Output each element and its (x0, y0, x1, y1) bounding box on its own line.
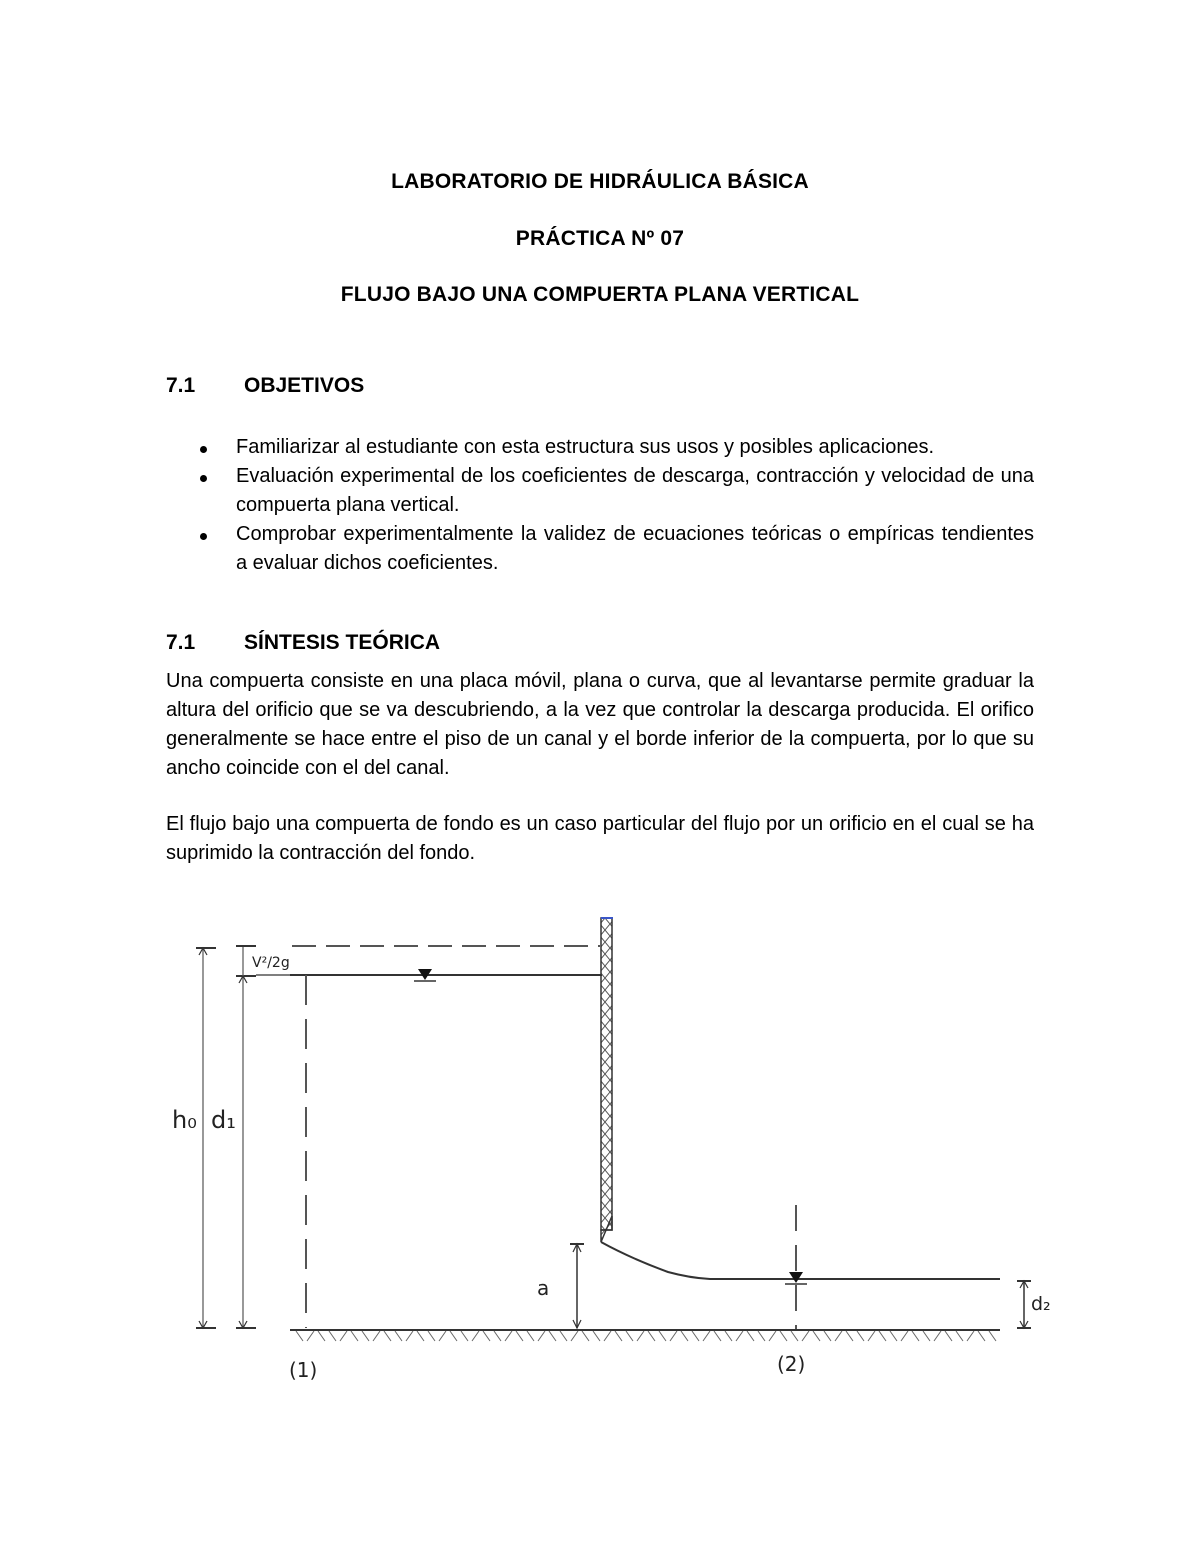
bed-hatch-stroke (417, 1331, 424, 1341)
bed-hatch-stroke (934, 1331, 941, 1341)
bed-hatch-stroke (582, 1331, 589, 1341)
bed-hatch-stroke (758, 1331, 765, 1341)
bed-hatch-stroke (978, 1331, 985, 1341)
practice-number: PRÁCTICA Nº 07 (515, 227, 685, 250)
bed-hatch-stroke (494, 1331, 501, 1341)
velocity-head-label: V²/2g (252, 955, 290, 971)
bed-hatch-stroke (483, 1331, 490, 1341)
bed-hatch-stroke (736, 1331, 743, 1341)
bed-hatch-stroke (461, 1331, 468, 1341)
bed-hatch-stroke (703, 1331, 710, 1341)
theory-paragraph-1: Una compuerta consiste en una placa móvil, plana o curva, que al levantarse permite graduar la altura del orificio que se va descubriendo, a la vez que controlar la descarga producida. El orifico generalmente se hace entre el piso de un canal y el borde inferior de la compuerta, por lo que su ancho coincide con el del canal. (166, 670, 1034, 779)
bed-hatch-stroke (406, 1331, 413, 1341)
list-item-text: Familiarizar al estudiante con esta estructura sus usos y posibles aplicaciones. (236, 436, 935, 458)
list-item-text: Comprobar experimentalmente la validez de ecuaciones teóricas o empíricas tendientes a evaluar dichos coeficientes. (236, 523, 1034, 574)
h0-label: h₀ (172, 1106, 197, 1134)
bed-hatch-stroke (329, 1331, 336, 1341)
bed-hatch-stroke (362, 1331, 369, 1341)
bed-hatch-stroke (824, 1331, 831, 1341)
bed-hatch-stroke (890, 1331, 897, 1341)
bed-hatch-stroke (439, 1331, 446, 1341)
objectives-title: OBJETIVOS (244, 374, 365, 397)
lab-title: LABORATORIO DE HIDRÁULICA BÁSICA (391, 170, 809, 193)
bed-hatch-stroke (747, 1331, 754, 1341)
bed-hatch-stroke (648, 1331, 655, 1341)
bed-hatch-stroke (351, 1331, 358, 1341)
practice-topic: FLUJO BAJO UNA COMPUERTA PLANA VERTICAL (340, 283, 860, 306)
section-2-label: (2) (777, 1352, 806, 1376)
gate (601, 918, 612, 1230)
bed-hatch-stroke (472, 1331, 479, 1341)
bed-hatch-stroke (593, 1331, 600, 1341)
theory-title: SÍNTESIS TEÓRICA (244, 631, 441, 654)
bed-hatch-stroke (615, 1331, 622, 1341)
bed-hatch-stroke (868, 1331, 875, 1341)
bed-hatch-stroke (835, 1331, 842, 1341)
bed-hatch-stroke (505, 1331, 512, 1341)
d1-label: d₁ (211, 1106, 236, 1134)
bed-hatch-stroke (714, 1331, 721, 1341)
bed-hatch-stroke (791, 1331, 798, 1341)
bed-hatch-stroke (516, 1331, 523, 1341)
theory-paragraph-2: El flujo bajo una compuerta de fondo es un caso particular del flujo por un orificio en el cual se ha suprimido la contracción del fondo. (166, 813, 1034, 864)
bed-hatch-stroke (692, 1331, 699, 1341)
list-item-text: Evaluación experimental de los coeficientes de descarga, contracción y velocidad de una compuerta plana vertical. (236, 465, 1034, 516)
bed-hatch-stroke (373, 1331, 380, 1341)
water-level-marker-icon (789, 1272, 803, 1283)
bed-hatch-stroke (967, 1331, 974, 1341)
bed-hatch-stroke (780, 1331, 787, 1341)
bed-hatch-stroke (802, 1331, 809, 1341)
bed-hatch-stroke (571, 1331, 578, 1341)
bed-hatch-stroke (549, 1331, 556, 1341)
bed-hatch-stroke (813, 1331, 820, 1341)
bed-hatch-stroke (846, 1331, 853, 1341)
bed-hatch-stroke (428, 1331, 435, 1341)
bed-hatch-stroke (395, 1331, 402, 1341)
bed-hatch-stroke (538, 1331, 545, 1341)
bed-hatching (296, 1331, 996, 1341)
bed-hatch-stroke (879, 1331, 886, 1341)
bed-hatch-stroke (384, 1331, 391, 1341)
bed-hatch-stroke (857, 1331, 864, 1341)
bed-hatch-stroke (956, 1331, 963, 1341)
bed-hatch-stroke (681, 1331, 688, 1341)
theory-number: 7.1 (166, 631, 196, 654)
bed-hatch-stroke (923, 1331, 930, 1341)
bed-hatch-stroke (670, 1331, 677, 1341)
section-1-label: (1) (289, 1358, 318, 1382)
bed-hatch-stroke (560, 1331, 567, 1341)
bed-hatch-stroke (626, 1331, 633, 1341)
a-label: a (537, 1276, 550, 1300)
bed-hatch-stroke (450, 1331, 457, 1341)
bed-hatch-stroke (725, 1331, 732, 1341)
bed-hatch-stroke (307, 1331, 314, 1341)
d2-label: d₂ (1031, 1293, 1051, 1315)
bed-hatch-stroke (901, 1331, 908, 1341)
bed-hatch-stroke (296, 1331, 303, 1341)
bed-hatch-stroke (989, 1331, 996, 1341)
bed-hatch-stroke (527, 1331, 534, 1341)
objectives-number: 7.1 (166, 374, 196, 397)
bed-hatch-stroke (912, 1331, 919, 1341)
bed-hatch-stroke (769, 1331, 776, 1341)
bed-hatch-stroke (659, 1331, 666, 1341)
bed-hatch-stroke (604, 1331, 611, 1341)
bed-hatch-stroke (340, 1331, 347, 1341)
bed-hatch-stroke (318, 1331, 325, 1341)
bed-hatch-stroke (637, 1331, 644, 1341)
bed-hatch-stroke (945, 1331, 952, 1341)
